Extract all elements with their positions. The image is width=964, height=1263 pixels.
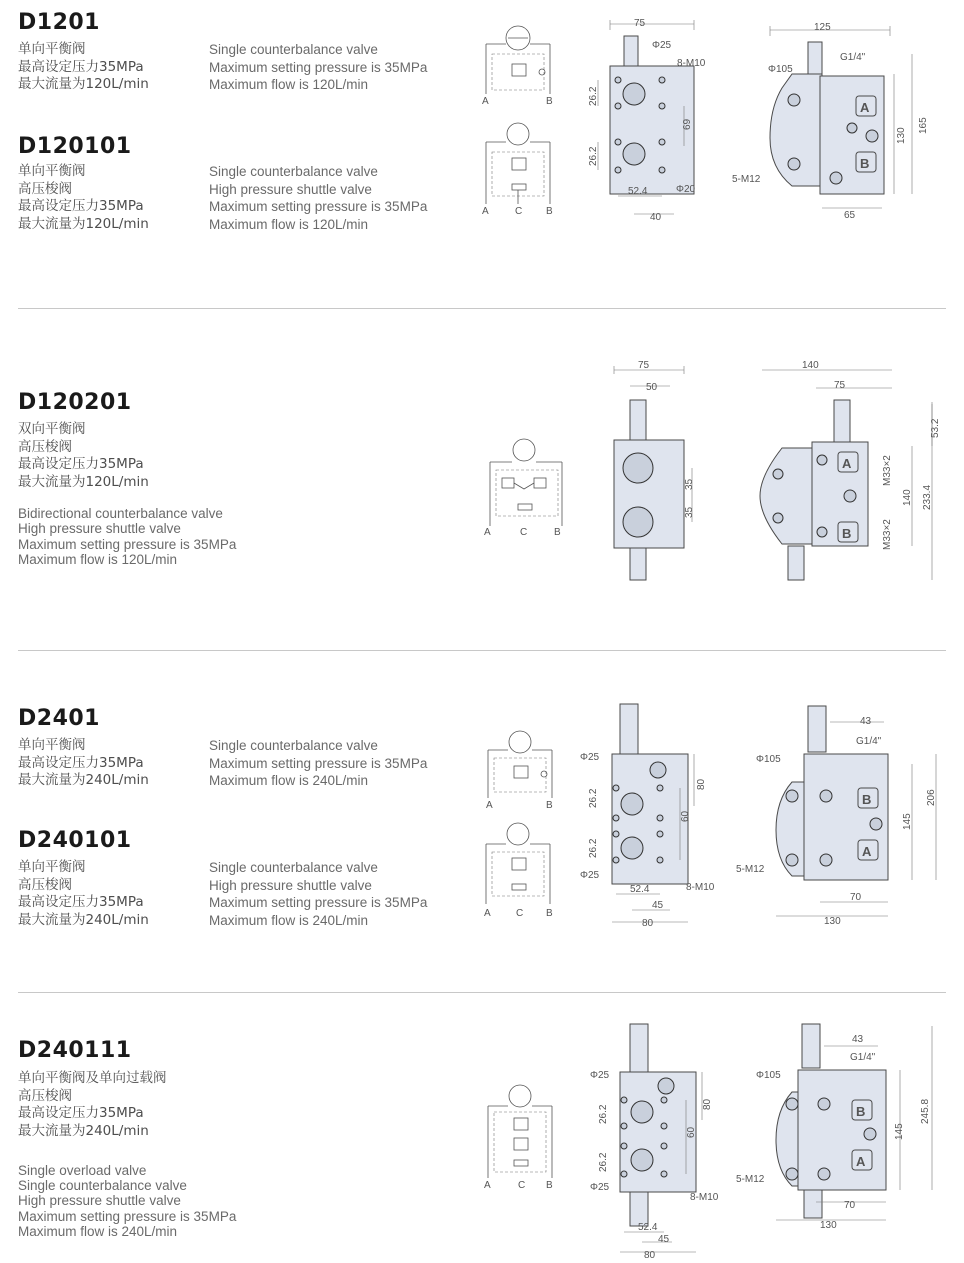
product-code: D240101 [18,828,132,853]
svg-text:G1/4": G1/4" [856,736,882,747]
hydraulic-schematic [480,1084,560,1192]
product-code: D120201 [18,390,132,415]
svg-text:G1/4": G1/4" [850,1052,876,1063]
side-view-drawing [736,700,946,932]
svg-text:Φ105: Φ105 [768,64,793,75]
front-view-drawing [590,1020,730,1260]
product-code: D120101 [18,134,132,159]
svg-text:35: 35 [684,478,695,490]
svg-text:145: 145 [902,813,913,830]
port-b-label: B [546,800,553,811]
port-a-label: A [486,800,493,811]
svg-text:Φ105: Φ105 [756,754,781,765]
svg-text:26.2: 26.2 [588,86,599,106]
port-b-label: B [546,206,553,217]
product-desc-en: Single counterbalance valve Maximum setting pressure is 35MPa Maximum flow is 240L/min [209,738,428,788]
product-desc-cn: 单向平衡阀 最高设定压力35MPa 最大流量为120L/min [18,41,149,92]
svg-text:43: 43 [852,1034,864,1045]
svg-text:Φ25: Φ25 [590,1182,610,1193]
svg-text:B: B [862,792,872,807]
svg-text:140: 140 [802,360,819,371]
svg-text:53.2: 53.2 [930,418,941,438]
front-view-drawing [580,700,730,932]
svg-text:8-M10: 8-M10 [677,58,706,69]
svg-text:8-M10: 8-M10 [686,882,715,893]
hydraulic-schematic [482,438,572,538]
svg-text:60: 60 [686,1126,697,1138]
svg-text:26.2: 26.2 [598,1152,609,1172]
svg-text:M33×2: M33×2 [882,519,893,550]
svg-text:Φ105: Φ105 [756,1070,781,1081]
hydraulic-schematic [478,24,558,109]
svg-text:60: 60 [680,810,691,822]
svg-text:130: 130 [824,916,841,927]
product-desc-cn: 单向平衡阀 高压梭阀 最高设定压力35MPa 最大流量为240L/min [18,859,149,928]
svg-text:G1/4": G1/4" [840,52,866,63]
svg-text:B: B [860,156,870,171]
svg-text:140: 140 [902,489,913,506]
svg-text:Φ20: Φ20 [676,184,696,195]
svg-text:A: A [860,100,870,115]
svg-text:80: 80 [696,778,707,790]
side-view-drawing [752,356,952,588]
svg-text:26.2: 26.2 [598,1104,609,1124]
svg-text:65: 65 [844,210,856,221]
svg-text:69: 69 [682,118,693,130]
port-c-label: C [516,908,524,919]
port-b-label: B [546,908,553,919]
product-desc-en: Single overload valve Single counterbalance valve High pressure shuttle valve Maximum setting pressure is 35MPa Maximum flow is 240L/min [18,1163,237,1239]
svg-text:165: 165 [918,117,929,134]
svg-text:5-M12: 5-M12 [732,174,761,185]
svg-text:8-M10: 8-M10 [690,1192,719,1203]
svg-text:245.8: 245.8 [920,1098,931,1124]
port-b-label: B [546,1180,553,1191]
svg-text:5-M12: 5-M12 [736,864,765,875]
side-view-drawing [736,1020,946,1240]
svg-text:75: 75 [834,380,846,391]
product-desc-en: Bidirectional counterbalance valve High pressure shuttle valve Maximum setting pressure is 35MPa Maximum flow is 120L/min [18,506,237,567]
hydraulic-schematic [480,730,560,812]
svg-text:Φ25: Φ25 [580,752,600,763]
svg-text:Φ25: Φ25 [590,1070,610,1081]
product-desc-cn: 单向平衡阀 最高设定压力35MPa 最大流量为240L/min [18,737,149,788]
svg-text:80: 80 [702,1098,713,1110]
svg-text:26.2: 26.2 [588,146,599,166]
product-desc-en: Single counterbalance valve High pressure shuttle valve Maximum setting pressure is 35MPa Maximum flow is 120L/min [209,164,428,232]
svg-text:26.2: 26.2 [588,838,599,858]
port-b-label: B [554,527,561,538]
product-code: D1201 [18,10,100,35]
product-desc-cn: 双向平衡阀 高压梭阀 最高设定压力35MPa 最大流量为120L/min [18,421,149,490]
port-a-label: A [482,206,489,217]
svg-text:75: 75 [634,18,646,29]
hydraulic-schematic [478,822,558,918]
port-c-label: C [515,206,523,217]
svg-text:Φ25: Φ25 [580,870,600,881]
product-desc-en: Single counterbalance valve Maximum setting pressure is 35MPa Maximum flow is 120L/min [209,42,428,92]
svg-text:125: 125 [814,22,831,33]
svg-text:35: 35 [684,506,695,518]
front-view-drawing [584,14,724,229]
svg-text:145: 145 [894,1123,905,1140]
svg-text:52.4: 52.4 [638,1222,658,1233]
svg-text:45: 45 [658,1234,670,1245]
svg-text:A: A [842,456,852,471]
product-desc-cn: 单向平衡阀及单向过载阀 高压梭阀 最高设定压力35MPa 最大流量为240L/min [18,1070,167,1139]
port-a-label: A [484,1180,491,1191]
svg-text:130: 130 [820,1220,837,1231]
port-b-label: B [546,96,553,107]
section-divider [18,650,946,651]
port-a-label: A [482,96,489,107]
svg-text:52.4: 52.4 [630,884,650,895]
port-c-label: C [520,527,528,538]
svg-text:M33×2: M33×2 [882,455,893,486]
svg-text:52.4: 52.4 [628,186,648,197]
svg-text:40: 40 [650,212,662,223]
svg-text:80: 80 [642,918,654,929]
svg-text:206: 206 [926,789,937,806]
svg-text:70: 70 [844,1200,856,1211]
section-divider [18,992,946,993]
product-desc-en: Single counterbalance valve High pressure shuttle valve Maximum setting pressure is 35MPa Maximum flow is 240L/min [209,860,428,928]
side-view-drawing [732,18,932,228]
svg-text:A: A [856,1154,866,1169]
port-a-label: A [484,908,491,919]
svg-text:130: 130 [896,127,907,144]
svg-text:Φ25: Φ25 [652,40,672,51]
svg-text:B: B [856,1104,866,1119]
product-desc-cn: 单向平衡阀 高压梭阀 最高设定压力35MPa 最大流量为120L/min [18,163,149,232]
svg-text:70: 70 [850,892,862,903]
front-view-drawing [600,356,710,588]
product-code: D2401 [18,706,100,731]
product-code: D240111 [18,1038,132,1063]
svg-text:233.4: 233.4 [922,484,933,510]
section-divider [18,308,946,309]
svg-text:45: 45 [652,900,664,911]
svg-text:26.2: 26.2 [588,788,599,808]
svg-text:B: B [842,526,852,541]
svg-text:43: 43 [860,716,872,727]
svg-text:75: 75 [638,360,650,371]
svg-text:80: 80 [644,1250,656,1261]
svg-text:50: 50 [646,382,658,393]
port-c-label: C [518,1180,526,1191]
svg-text:A: A [862,844,872,859]
hydraulic-schematic [478,122,558,217]
port-a-label: A [484,527,491,538]
svg-text:5-M12: 5-M12 [736,1174,765,1185]
